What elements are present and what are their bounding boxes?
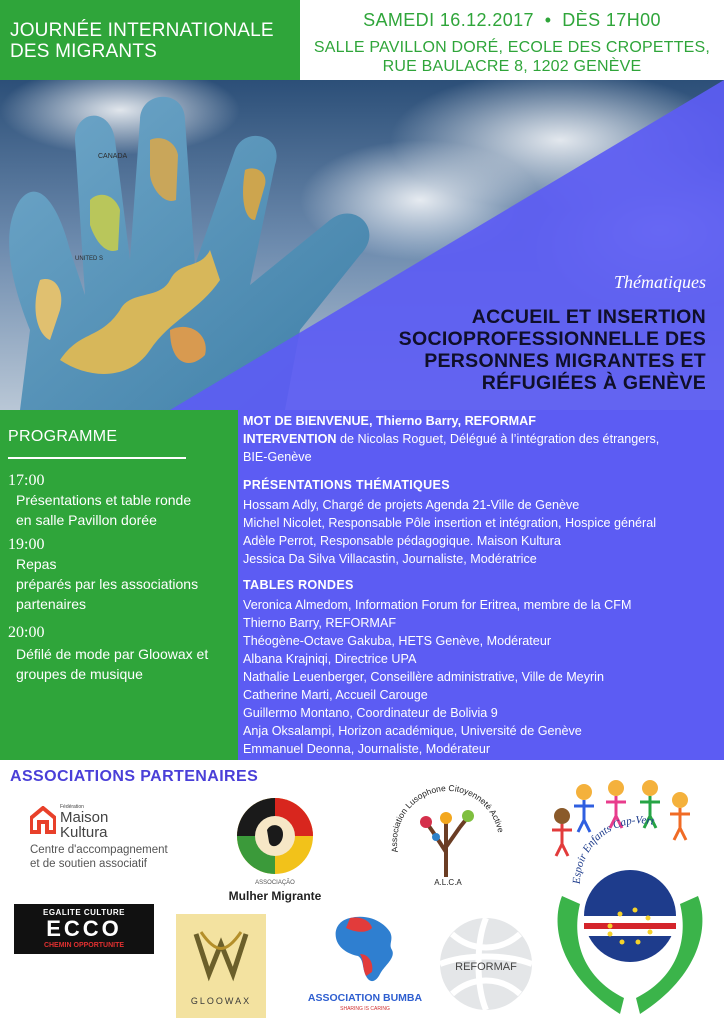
- ecco-name: ECCO: [46, 916, 122, 941]
- programme-desc-line: en salle Pavillon dorée: [16, 512, 157, 528]
- event-title-line1: JOURNÉE INTERNATIONALE: [10, 20, 274, 41]
- table-ronde-item: Nathalie Leuenberger, Conseillère administrative, Ville de Meyrin: [243, 670, 604, 684]
- programme-desc-line: Défilé de mode par Gloowax et: [16, 646, 209, 662]
- programme-desc-line: Repas: [16, 556, 57, 572]
- ecco-bottom-text: CHEMIN OPPORTUNITE: [43, 942, 125, 949]
- mk-small-text: Fédération: [60, 804, 84, 810]
- intervention-line2: BIE-Genève: [243, 450, 312, 464]
- espoir-arc-text: Espoir Enfants Cap-Vert: [570, 814, 656, 885]
- programme-description: [16, 554, 232, 614]
- programme-desc-line: Présentations et table ronde: [16, 492, 192, 508]
- programme-desc-line: préparés par les associations: [16, 576, 199, 592]
- mulher-migrante-emblem: [235, 796, 315, 876]
- theme-label: Thématiques: [614, 272, 706, 292]
- programme-time: 17:00: [8, 472, 45, 489]
- mm-name: Mulher Migrante: [228, 889, 322, 903]
- alca-arc-text: Association Lusophone Citoyenneté Active: [388, 782, 507, 854]
- map-label-us: UNITED S: [75, 256, 104, 262]
- africa-map-icon: [330, 914, 400, 986]
- reformaf-name: REFORMAF: [455, 961, 517, 973]
- mk-sub2: et de soutien associatif: [30, 858, 147, 870]
- programme-description: [16, 490, 232, 530]
- gloowax-logo: [176, 914, 266, 1018]
- map-label-canada: CANADA: [98, 153, 128, 160]
- programme-time: 19:00: [8, 536, 45, 553]
- venue-line1: SALLE PAVILLON DORÉ, ECOLE DES CROPETTES,: [313, 39, 711, 56]
- theme-line1: ACCUEIL ET INSERTION: [471, 306, 706, 328]
- alca-tree-emblem: [388, 782, 508, 892]
- theme-line4: RÉFUGIÉES À GENÈVE: [481, 372, 706, 394]
- table-ronde-item: Théogène-Octave Gakuba, HETS Genève, Modérateur: [243, 634, 552, 648]
- presentation-item: Adèle Perrot, Responsable pédagogique. Maison Kultura: [243, 534, 561, 548]
- event-title-line2: DES MIGRANTS: [10, 41, 158, 62]
- theme-title: [286, 306, 706, 394]
- table-ronde-item: Albana Krajniqi, Directrice UPA: [243, 652, 417, 666]
- programme-desc-line: partenaires: [16, 596, 87, 612]
- bumba-tagline: SHARING IS CARING: [340, 1006, 390, 1012]
- table-ronde-item: Veronica Almedom, Information Forum for Eritrea, membre de la CFM: [243, 598, 632, 612]
- mk-name1: Maison: [60, 809, 109, 826]
- reformaf-logo: [436, 912, 536, 1016]
- ecco-logo: [14, 904, 154, 954]
- welcome-text: MOT DE BIENVENUE, Thierno Barry, REFORMAF: [243, 414, 536, 428]
- gloowax-emblem: [191, 924, 251, 984]
- gloowax-name: GLOOWAX: [190, 996, 252, 1006]
- alca-abbr: A.L.C.A: [434, 878, 462, 887]
- event-title: [10, 20, 274, 62]
- event-date-time: SAMEDI 16.12.2017 • DÈS 17H00: [363, 10, 661, 30]
- programme-divider: [8, 457, 186, 459]
- bumba-name: ASSOCIATION BUMBA: [307, 992, 423, 1004]
- espoir-enfants-emblem: [540, 776, 716, 1018]
- programme-time: 20:00: [8, 624, 45, 641]
- mk-name2: Kultura: [60, 824, 108, 841]
- table-ronde-item: Guillermo Montano, Coordinateur de Bolivia 9: [243, 706, 498, 720]
- programme-title: PROGRAMME: [8, 428, 118, 445]
- tables-rondes-heading: TABLES RONDES: [243, 578, 354, 592]
- house-icon: [30, 806, 56, 834]
- alca-logo: [388, 782, 508, 892]
- event-venue: [300, 38, 724, 76]
- table-ronde-item: Anja Oksalampi, Horizon académique, Université de Genève: [243, 724, 582, 738]
- theme-line2: SOCIOPROFESSIONNELLE DES: [398, 328, 706, 350]
- maison-kultura-logo: [30, 804, 200, 874]
- intervention-text: de Nicolas Roguet, Délégué à l’intégration des étrangers,: [336, 432, 660, 446]
- table-ronde-item: Emmanuel Deonna, Journaliste, Modérateur: [243, 742, 491, 756]
- mulher-migrante-logo: [215, 796, 335, 908]
- partners-title: ASSOCIATIONS PARTENAIRES: [10, 768, 259, 785]
- intervention-line: [243, 430, 659, 448]
- mm-small: ASSOCIAÇÃO: [255, 880, 295, 886]
- presentations-heading: PRÉSENTATIONS THÉMATIQUES: [243, 478, 450, 492]
- theme-line3: PERSONNES MIGRANTES ET: [424, 350, 706, 372]
- mk-sub1: Centre d'accompagnement: [30, 844, 168, 856]
- programme-description: [16, 644, 232, 684]
- espoir-enfants-logo: [540, 776, 716, 1018]
- presentation-item: Michel Nicolet, Responsable Pôle insertion et intégration, Hospice général: [243, 516, 657, 530]
- presentation-item: Jessica Da Silva Villacastin, Journaliste, Modératrice: [243, 552, 537, 566]
- ecco-top-text: EGALITE CULTURE: [42, 908, 125, 917]
- intervention-label: INTERVENTION: [243, 432, 337, 446]
- presentation-item: Hossam Adly, Chargé de projets Agenda 21-Ville de Genève: [243, 498, 580, 512]
- bumba-logo: [300, 914, 430, 1020]
- welcome-line: [243, 412, 536, 430]
- venue-line2: RUE BAULACRE 8, 1202 GENÈVE: [382, 58, 642, 75]
- programme-desc-line: groupes de musique: [16, 666, 143, 682]
- reformaf-emblem: [436, 912, 536, 1016]
- table-ronde-item: Thierno Barry, REFORMAF: [243, 616, 397, 630]
- table-ronde-item: Catherine Marti, Accueil Carouge: [243, 688, 428, 702]
